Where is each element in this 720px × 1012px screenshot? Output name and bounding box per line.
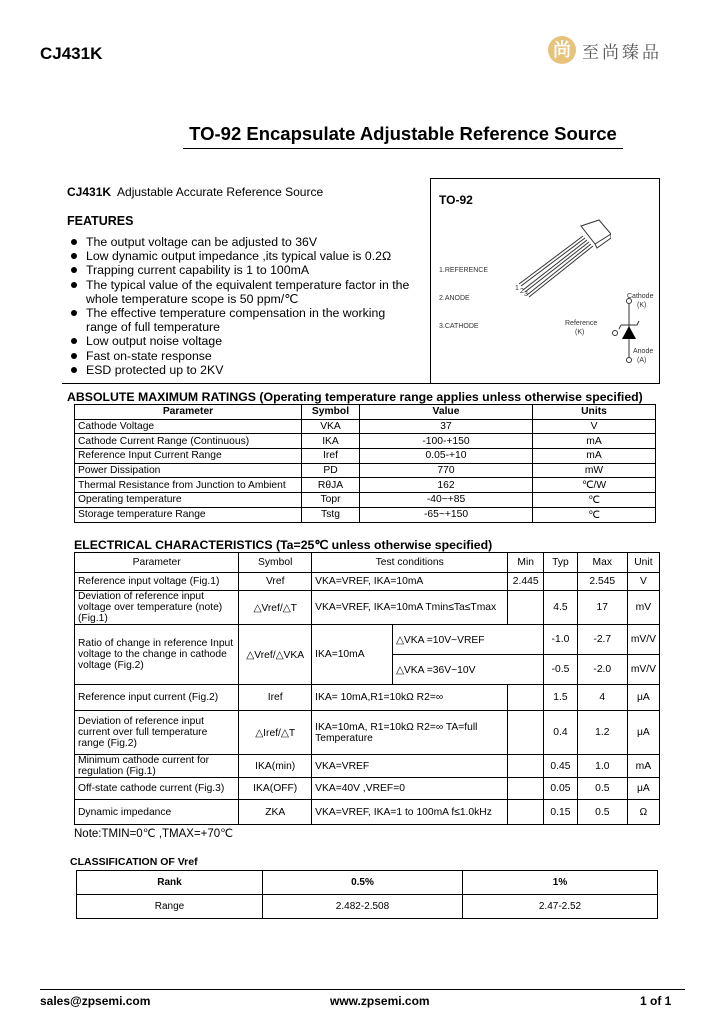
feature-item: Low dynamic output impedance ,its typical value is 0.2Ω [70, 249, 420, 263]
feature-item: Low output noise voltage [70, 334, 420, 348]
min-cell [508, 685, 544, 711]
package-name: TO-92 [439, 193, 473, 207]
unit-cell: mA [627, 755, 659, 778]
unit-cell: mV [627, 591, 659, 625]
symbol-cell: Vref [239, 573, 312, 591]
table-row [77, 895, 658, 919]
condition-cell: IKA=10mA, R1=10kΩ R2=∞ TA=full Temperature [312, 711, 508, 755]
pin-number: 2 [520, 288, 524, 295]
min-cell [508, 755, 544, 778]
typ-cell: 0.45 [544, 755, 578, 778]
unit-cell: ℃/W [533, 478, 656, 493]
param-cell: Reference input current (Fig.2) [75, 685, 239, 711]
pin-label: 3.CATHODE [439, 323, 479, 330]
reference-k-label: (K) [575, 329, 585, 336]
unit-cell: mV/V [627, 655, 659, 685]
reference-label: Reference [565, 320, 598, 327]
unit-cell: ℃ [533, 493, 656, 508]
class-cell: 0.5% [263, 871, 463, 895]
cathode-k-label: (K) [637, 302, 647, 309]
table-row [75, 778, 660, 800]
param-cell: Cathode Current Range (Continuous) [75, 434, 302, 449]
pin-label: 2.ANODE [439, 295, 470, 302]
intro-line [67, 185, 323, 199]
classification-table [76, 870, 658, 919]
value-cell: -100-+150 [360, 434, 533, 449]
unit-cell: μA [627, 685, 659, 711]
electrical-table [74, 552, 660, 825]
symbol-cell: Tstg [302, 507, 360, 522]
symbol-cell: IKA(min) [239, 755, 312, 778]
max-cell: 0.5 [577, 778, 627, 800]
param-cell: Cathode Voltage [75, 419, 302, 434]
footer-divider [40, 989, 685, 990]
typ-cell: -0.5 [544, 655, 578, 685]
header-cell: Test conditions [312, 553, 508, 573]
header-cell: Parameter [75, 405, 302, 420]
max-cell: 1.2 [577, 711, 627, 755]
table-row [75, 507, 656, 522]
symbol-cell: Topr [302, 493, 360, 508]
symbol-cell: △Iref/△T [239, 711, 312, 755]
header-cell: Parameter [75, 553, 239, 573]
min-cell: 2.445 [508, 573, 544, 591]
table-row [75, 685, 660, 711]
header-cell: Typ [544, 553, 578, 573]
logo-text: 至尚臻品 [582, 42, 662, 62]
table-row [75, 711, 660, 755]
symbol-cell: RθJA [302, 478, 360, 493]
symbol-cell: ZKA [239, 800, 312, 825]
feature-item: The typical value of the equivalent temperature factor in the whole temperature scope is 50 ppm/℃ [70, 278, 420, 306]
class-cell: 1% [463, 871, 658, 895]
unit-cell: mA [533, 449, 656, 464]
header-cell: Units [533, 405, 656, 420]
anode-a-label: (A) [637, 357, 647, 364]
max-cell: -2.0 [577, 655, 627, 685]
symbol-cell: Iref [302, 449, 360, 464]
pin-label: 1.REFERENCE [439, 267, 489, 274]
condition-cell: VKA=VREF, IKA=10mA [312, 573, 508, 591]
typ-cell: 0.05 [544, 778, 578, 800]
condition-cell: IKA=10mA [312, 625, 393, 685]
class-cell: 2.482-2.508 [263, 895, 463, 919]
min-cell [508, 778, 544, 800]
footer-email[interactable]: sales@zpsemi.com [40, 994, 151, 1008]
feature-item: Fast on-state response [70, 349, 420, 363]
unit-cell: V [627, 573, 659, 591]
max-cell: 4 [577, 685, 627, 711]
condition-cell: △VKA =10V~VREF [392, 625, 543, 655]
footer-website[interactable]: www.zpsemi.com [330, 994, 430, 1008]
table-row [75, 591, 660, 625]
min-cell [508, 591, 544, 625]
unit-cell: μA [627, 778, 659, 800]
symbol-cell: △Vref/△T [239, 591, 312, 625]
logo-mark-icon: 尚 [548, 36, 576, 64]
pin-number: 1 [515, 285, 519, 292]
elec-title: ELECTRICAL CHARACTERISTICS (Ta=25℃ unless otherwise specified) [74, 538, 493, 552]
typ-cell: 1.5 [544, 685, 578, 711]
param-cell: Power Dissipation [75, 463, 302, 478]
header-cell: Value [360, 405, 533, 420]
temperature-note: Note:TMIN=0℃ ,TMAX=+70℃ [74, 828, 234, 840]
table-header-row [75, 553, 660, 573]
symbol-cell: VKA [302, 419, 360, 434]
header-cell: Symbol [239, 553, 312, 573]
min-cell [508, 800, 544, 825]
part-number: CJ431K [40, 44, 103, 63]
symbol-cell: IKA [302, 434, 360, 449]
intro-description: Adjustable Accurate Reference Source [117, 185, 324, 199]
condition-cell: VKA=VREF [312, 755, 508, 778]
unit-cell: mA [533, 434, 656, 449]
header-cell: Symbol [302, 405, 360, 420]
symbol-cell: Iref [239, 685, 312, 711]
max-cell: 1.0 [577, 755, 627, 778]
table-row [75, 419, 656, 434]
condition-cell: IKA= 10mA,R1=10kΩ R2=∞ [312, 685, 508, 711]
max-cell: 0.5 [577, 800, 627, 825]
min-cell [508, 711, 544, 755]
table-row [77, 871, 658, 895]
table-row [75, 625, 660, 655]
header-cell: Unit [627, 553, 659, 573]
table-row [75, 573, 660, 591]
classification-title: CLASSIFICATION OF Vref [70, 856, 198, 868]
feature-item: The effective temperature compensation in the working range of full temperature [70, 306, 420, 334]
package-box [430, 178, 660, 384]
intro-part: CJ431K [67, 185, 112, 199]
unit-cell: μA [627, 711, 659, 755]
value-cell: -40~+85 [360, 493, 533, 508]
abs-max-title: ABSOLUTE MAXIMUM RATINGS (Operating temperature range applies unless otherwise specified) [67, 390, 643, 404]
value-cell: -65~+150 [360, 507, 533, 522]
condition-cell: VKA=VREF, IKA=10mA Tmin≤Ta≤Tmax [312, 591, 508, 625]
class-cell: Rank [77, 871, 263, 895]
condition-cell: VKA=VREF, IKA=1 to 100mA f≤1.0kHz [312, 800, 508, 825]
abs-max-table [74, 404, 656, 523]
param-cell: Dynamic impedance [75, 800, 239, 825]
feature-item: ESD protected up to 2KV [70, 363, 420, 377]
document-title: TO-92 Encapsulate Adjustable Reference Source [183, 123, 623, 149]
param-cell: Operating temperature [75, 493, 302, 508]
typ-cell [544, 573, 578, 591]
max-cell: 2.545 [577, 573, 627, 591]
typ-cell: 0.4 [544, 711, 578, 755]
table-row [75, 478, 656, 493]
footer-page: 1 of 1 [640, 994, 672, 1008]
param-cell: Reference Input Current Range [75, 449, 302, 464]
max-cell: -2.7 [577, 625, 627, 655]
condition-cell: △VKA =36V~10V [392, 655, 543, 685]
typ-cell: 0.15 [544, 800, 578, 825]
param-cell: Thermal Resistance from Junction to Ambient [75, 478, 302, 493]
anode-label: Anode [633, 348, 654, 355]
param-cell: Ratio of change in reference Input voltage to the change in cathode voltage (Fig.2) [75, 625, 239, 685]
unit-cell: V [533, 419, 656, 434]
param-cell: Deviation of reference input current over full temperature range (Fig.2) [75, 711, 239, 755]
table-row [75, 800, 660, 825]
symbol-cell: PD [302, 463, 360, 478]
class-cell: 2.47-2.52 [463, 895, 658, 919]
condition-cell: VKA=40V ,VREF=0 [312, 778, 508, 800]
header-cell: Max [577, 553, 627, 573]
table-header-row [75, 405, 656, 420]
param-cell: Deviation of reference input voltage over temperature (note) (Fig.1) [75, 591, 239, 625]
param-cell: Reference input voltage (Fig.1) [75, 573, 239, 591]
features-heading: FEATURES [67, 214, 134, 228]
header-cell: Min [508, 553, 544, 573]
company-logo [548, 36, 662, 64]
value-cell: 37 [360, 419, 533, 434]
cathode-label: Cathode [627, 293, 654, 300]
table-row [75, 755, 660, 778]
table-row [75, 463, 656, 478]
feature-item: Trapping current capability is 1 to 100mA [70, 263, 420, 277]
symbol-cell: △Vref/△VKA [239, 625, 312, 685]
symbol-cell: IKA(OFF) [239, 778, 312, 800]
param-cell: Minimum cathode current for regulation (Fig.1) [75, 755, 239, 778]
unit-cell: mV/V [627, 625, 659, 655]
typ-cell: -1.0 [544, 625, 578, 655]
table-row [75, 449, 656, 464]
param-cell: Off-state cathode current (Fig.3) [75, 778, 239, 800]
table-row [75, 493, 656, 508]
value-cell: 770 [360, 463, 533, 478]
table-row [75, 434, 656, 449]
pin-number: 3 [524, 291, 528, 298]
feature-item: The output voltage can be adjusted to 36V [70, 235, 420, 249]
unit-cell: mW [533, 463, 656, 478]
value-cell: 0.05-+10 [360, 449, 533, 464]
class-cell: Range [77, 895, 263, 919]
features-list [70, 235, 420, 377]
typ-cell: 4.5 [544, 591, 578, 625]
unit-cell: ℃ [533, 507, 656, 522]
unit-cell: Ω [627, 800, 659, 825]
param-cell: Storage temperature Range [75, 507, 302, 522]
value-cell: 162 [360, 478, 533, 493]
max-cell: 17 [577, 591, 627, 625]
